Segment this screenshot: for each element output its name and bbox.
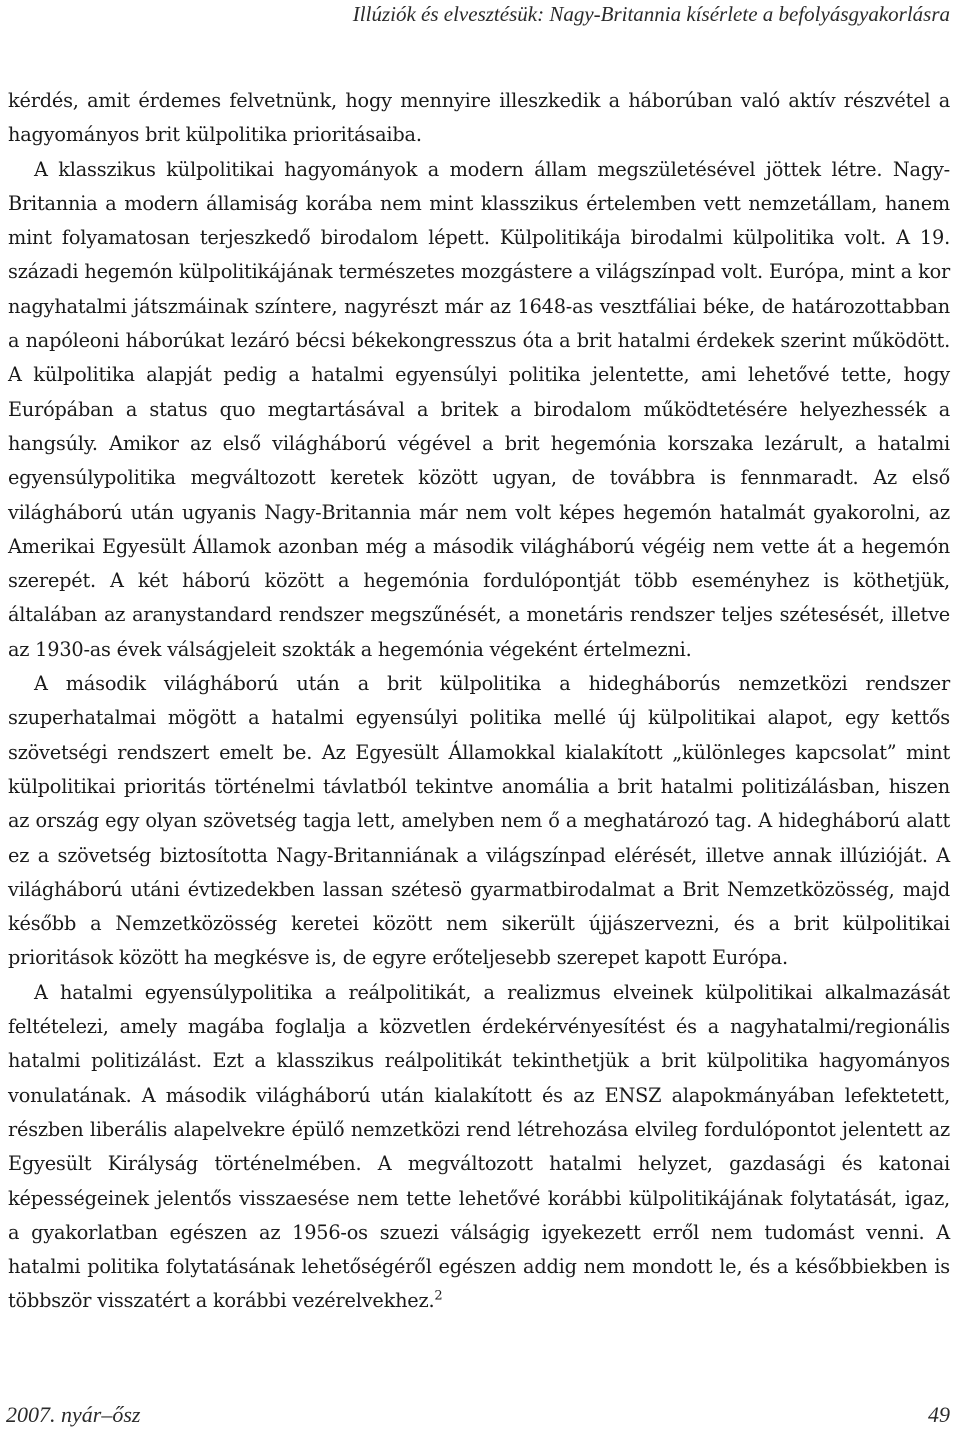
paragraph-classical-traditions: A klasszikus külpolitikai hagyományok a modern állam megszületésével jöttek létre. Nagy-Britannia a modern államiság korába nem mint klasszikus értelemben vett nemzetállam, hanem mint folyamatosan terjeszkedő birodalom lépett. Külpolitikája birodalmi külpolitika volt. A 19. századi hegemón külpolitikájának természetes mozgástere a világszínpad volt. Európa, mint a kor nagyhatalmi játszmáinak színtere, nagyrészt már az 1648-as vesztfáliai béke, de határozottabban a napóleoni háborúkat lezáró bécsi békekongresszus óta a brit hatalmi érdekek szerint működött. A külpolitika alapját pedig a hatalmi egyensúlyi politika jelentette, ami lehetővé tette, hogy Európában a status quo megtartásával a britek a birodalom működtetésére helyezhessék a hangsúly. Amikor az első világháború végével a brit hegemónia korszaka lezárult, a hatalmi egyensúlypolitika megváltozott keretek között ugyan, de továbbra is fennmaradt. Az első világháború után ugyanis Nagy-Britannia már nem volt képes hegemón hatalmát gyakorolni, az Amerikai Egyesült Államok azonban még a második világháború végéig nem vette át a hegemón szerepét. A két háború között a hegemónia fordulópontját több eseményhez is köthetjük, általában az aranystandard rendszer megszűnését, a monetáris rendszer teljes szétesését, illetve az 1930-as évek válságjeleit szokták a hegemónia végeként értelmezni. bbox=[8, 157, 950, 661]
body-text bbox=[8, 84, 950, 1319]
issue-date: 2007. nyár–ősz bbox=[6, 1402, 141, 1427]
paragraph-post-war-policy: A második világháború után a brit külpolitika a hidegháborús nemzetközi rendszer szuperhatalmai mögött a hatalmi egyensúlyi politika mellé új külpolitikai alapot, egy kettős szövetségi rendszert emelt be. Az Egyesült Államokkal kialakított „különleges kapcsolat” mint külpolitikai prioritás történelmi távlatból tekintve anomália a brit hatalmi politizálásban, hiszen az ország egy olyan szövetség tagja lett, amelyben nem ő a meghatározó tag. A hidegháború alatt ez a szövetség biztosította Nagy-Britanniának a világszínpad elérését, illetve annak illúzióját. A világháború utáni évtizedekben lassan szétesö gyarmatbirodalmat a Brit Nemzetközösség, majd később a Nemzetközösség keretei között nem sikerült újjászervezni, és a brit külpolitikai prioritások között ha megkésve is, de egyre erőteljesebb szerepet kapott Európa. bbox=[8, 672, 950, 970]
footnote-reference[interactable]: 2 bbox=[434, 1288, 443, 1304]
paragraph-realpolitik bbox=[8, 976, 950, 1319]
page-number: 49 bbox=[928, 1402, 950, 1427]
paragraph-continuation: kérdés, amit érdemes felvetnünk, hogy mennyire illeszkedik a háborúban való aktív részvétel a hagyományos brit külpolitika prioritásaiba. bbox=[8, 89, 950, 147]
paragraph-realpolitik-text: A hatalmi egyensúlypolitika a reálpolitikát, a realizmus elveinek külpolitikai alkalmazását feltételezi, amely magába foglalja a közvetlen érdekérvényesítést és a nagyhatalmi/regionális hatalmi politizálást. Ezt a klasszikus reálpolitikát tekinthetjük a brit külpolitika hagyományos vonulatának. A második világháború után kialakított és az ENSZ alapokmányában lefektetett, részben liberális alapelvekre épülő nemzetközi rend létrehozása elvileg fordulópontot jelentett az Egyesült Királyság történelmében. A megváltozott hatalmi helyzet, gazdasági és katonai képességeinek jelentős visszaesése nem tette lehetővé korábbi külpolitikájának folytatását, igaz, a gyakorlatban egészen az 1956-os szuezi válságig igyekezett erről nem tudomást venni. A hatalmi politika folytatásának lehetőségéről egészen addig nem mondott le, és a későbbiekben is többször visszatért a korábbi vezérelvekhez. bbox=[8, 980, 950, 1313]
running-header: Illúziók és elvesztésük: Nagy-Britannia kísérlete a befolyásgyakorlásra bbox=[352, 2, 950, 26]
